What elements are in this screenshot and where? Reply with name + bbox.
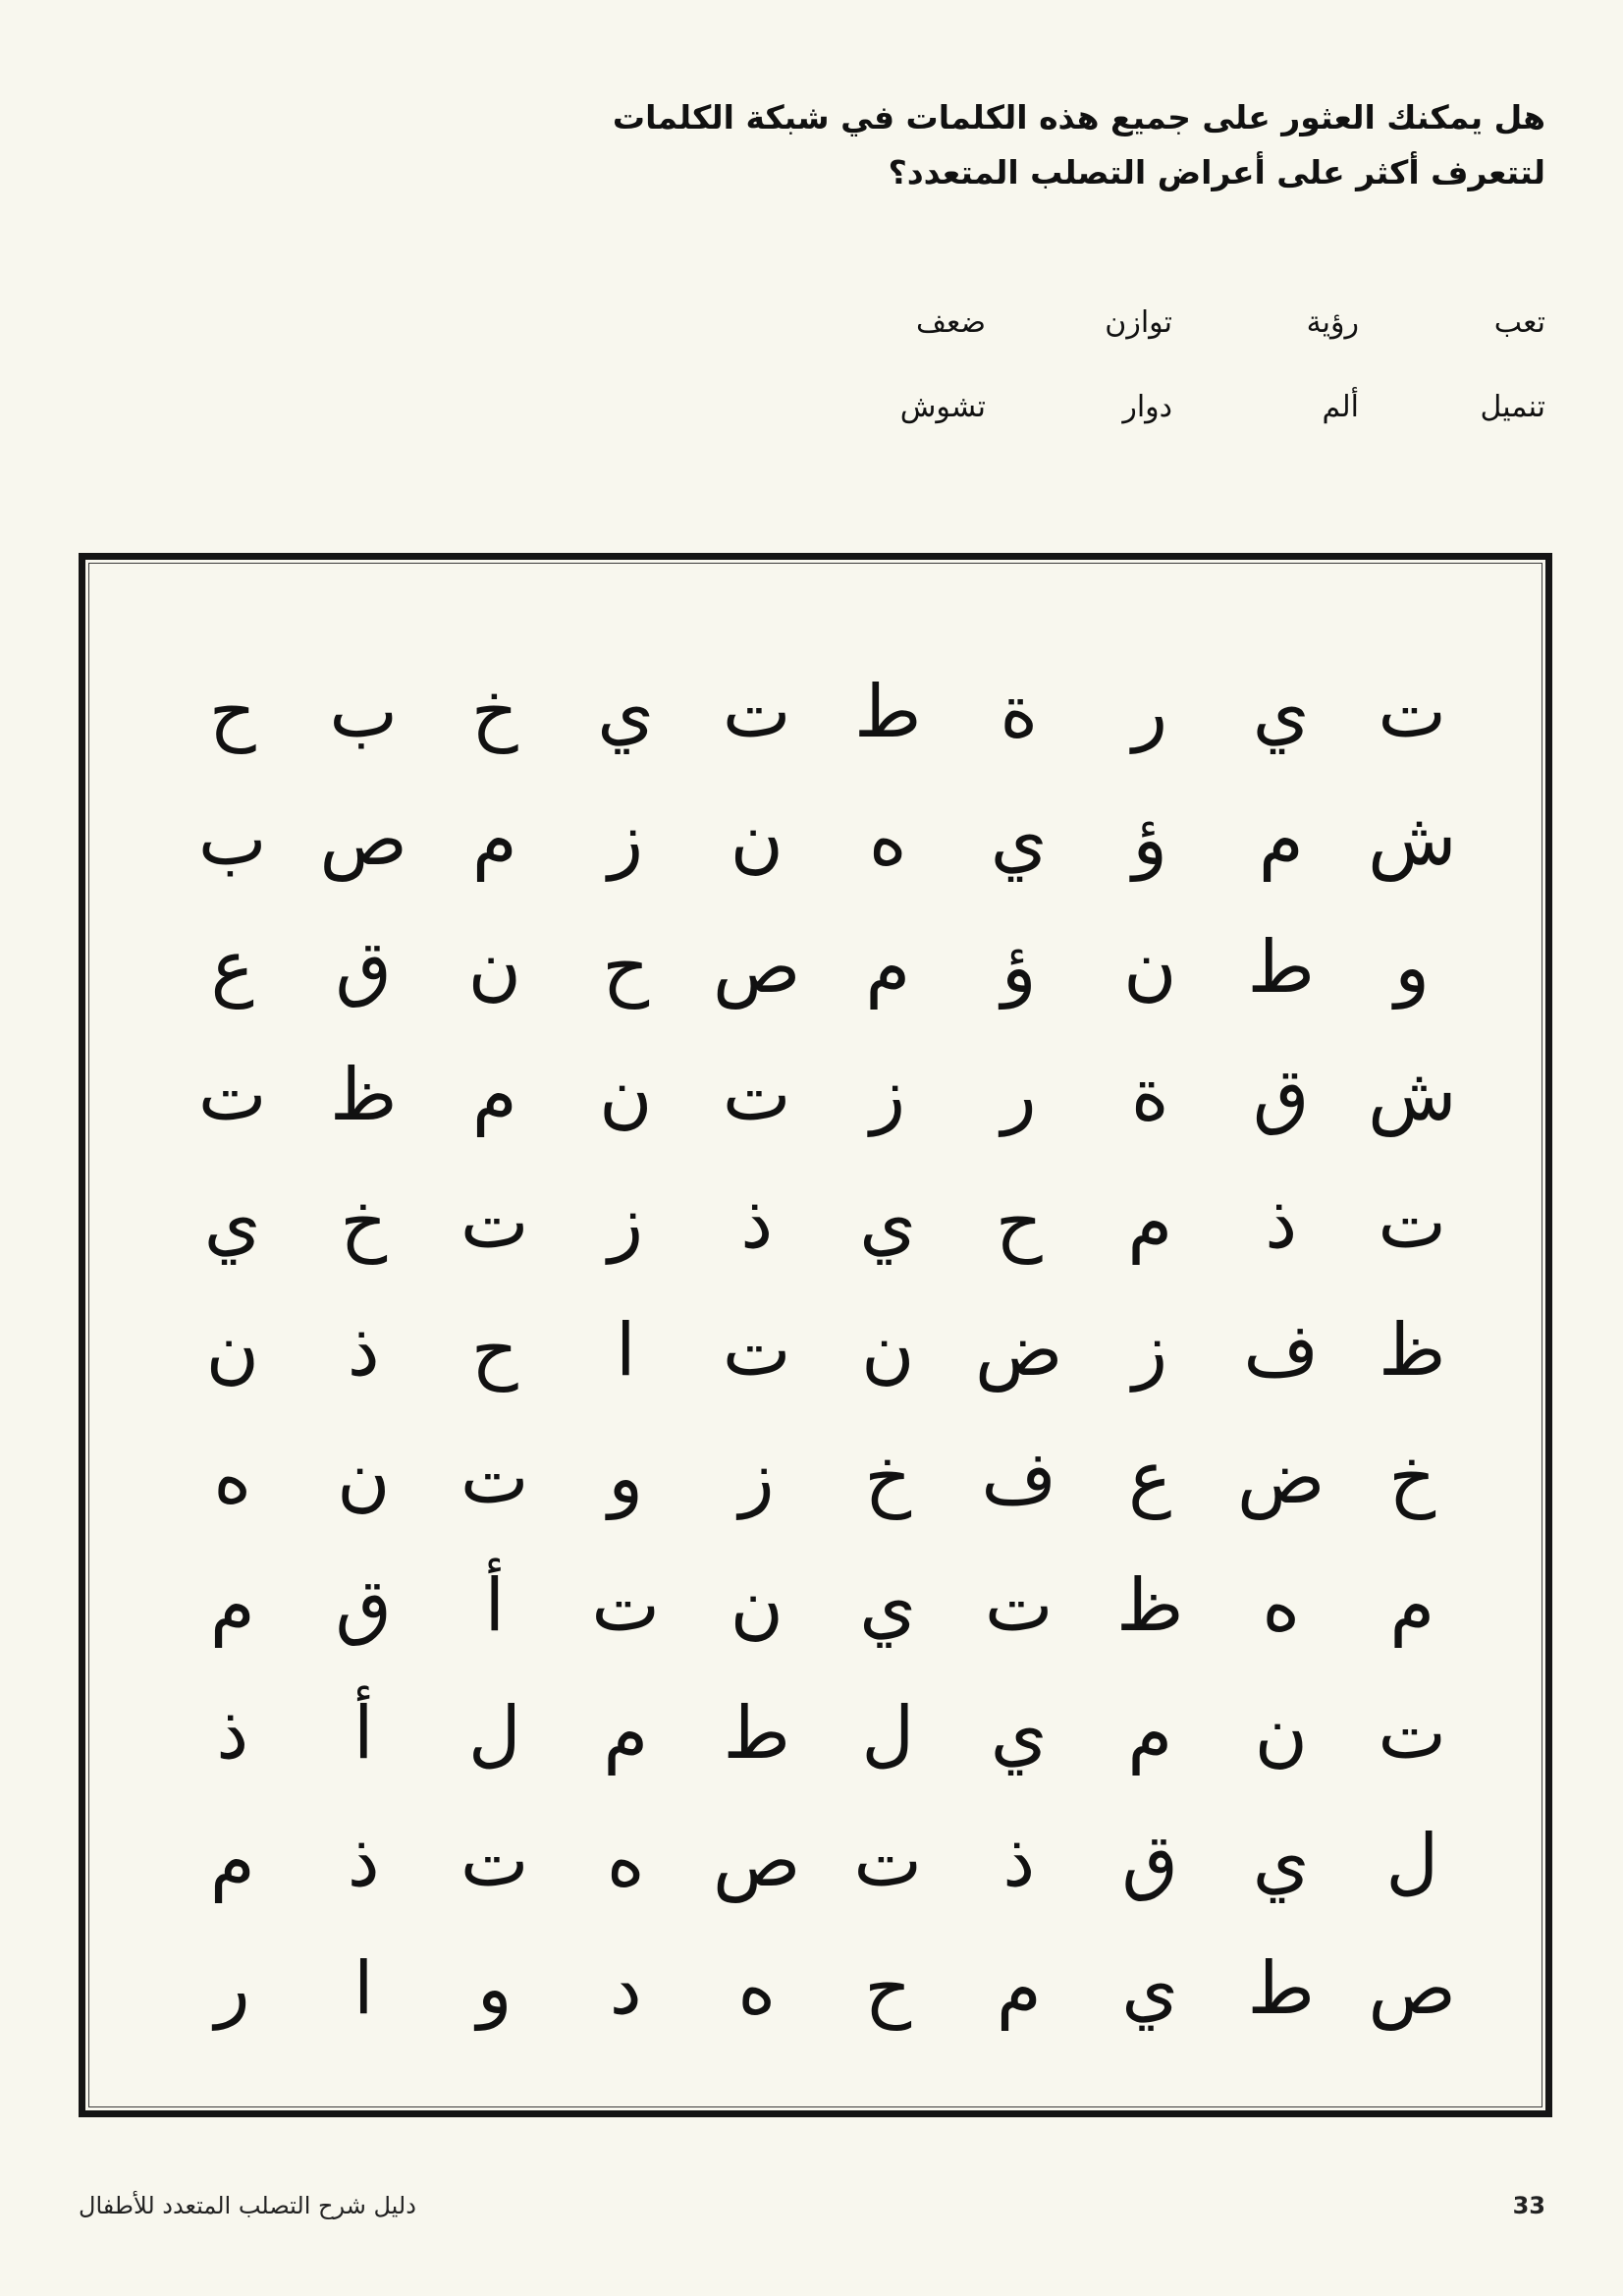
grid-letter-cell: ه	[737, 1946, 777, 2031]
grid-letter-cell: د	[609, 1946, 642, 2031]
grid-letter-cell: ت	[1378, 1691, 1447, 1776]
grid-letter-cell: أ	[484, 1563, 506, 1648]
grid-letter-cell: ذ	[1265, 1180, 1298, 1265]
word-list-row	[878, 280, 1545, 364]
grid-letter-cell: ا	[615, 1308, 636, 1393]
grid-letter-cell: ن	[467, 925, 521, 1010]
grid-letter-cell: ط	[1247, 925, 1315, 1010]
grid-letter-cell: ص	[1368, 1946, 1456, 2031]
grid-letter-cell: م	[603, 1691, 649, 1776]
grid-letter-cell: ح	[602, 925, 650, 1010]
grid-letter-cell: خ	[470, 670, 518, 754]
grid-letter-cell: ذ	[1002, 1819, 1036, 1903]
grid-letter-cell: ق	[1121, 1819, 1178, 1903]
grid-letter-cell: ت	[460, 1819, 529, 1903]
grid-letter-cell: م	[1127, 1691, 1173, 1776]
word-search-grid	[167, 648, 1478, 2052]
grid-letter-cell: ت	[197, 1053, 267, 1137]
grid-letter-cell: م	[209, 1563, 255, 1648]
grid-letter-cell: ز	[608, 1180, 644, 1265]
grid-letter-cell: ت	[984, 1563, 1054, 1648]
grid-letter-cell: ظ	[330, 1053, 398, 1137]
grid-letter-cell: ة	[1000, 670, 1039, 754]
grid-letter-cell: ذ	[216, 1691, 249, 1776]
grid-letter-cell: ذ	[740, 1180, 774, 1265]
grid-letter-cell: ت	[853, 1819, 923, 1903]
word-list-item: تشوش	[899, 389, 986, 424]
question-line-1: هل يمكنك العثور على جميع هذه الكلمات في شبكة الكلمات	[612, 98, 1545, 137]
grid-letter-cell: ل	[467, 1691, 521, 1776]
page-number: 33	[1512, 2192, 1545, 2219]
grid-letter-cell: ت	[722, 670, 791, 754]
grid-letter-cell: ت	[1378, 670, 1447, 754]
grid-letter-cell: ر	[1001, 1053, 1037, 1137]
grid-letter-cell: ي	[859, 1563, 917, 1648]
grid-letter-cell: ؤ	[1132, 797, 1168, 882]
grid-letter-cell: ر	[1132, 670, 1168, 754]
grid-letter-cell: ض	[975, 1308, 1063, 1393]
grid-letter-cell: م	[1258, 797, 1304, 882]
grid-letter-cell: ن	[337, 1436, 391, 1520]
grid-letter-cell: ت	[460, 1436, 529, 1520]
grid-letter-cell: ط	[1247, 1946, 1315, 2031]
word-list-item: تعب	[1493, 304, 1545, 340]
grid-letter-cell: ت	[722, 1053, 791, 1137]
grid-letter-cell: ب	[329, 670, 399, 754]
grid-letter-cell: ع	[1128, 1436, 1172, 1520]
question-text	[583, 90, 1545, 200]
grid-letter-cell: ت	[722, 1308, 791, 1393]
grid-letter-cell: خ	[340, 1180, 388, 1265]
grid-letter-cell: م	[471, 1053, 517, 1137]
grid-letter-cell: ت	[460, 1180, 529, 1265]
word-list-item: ألم	[1322, 389, 1359, 424]
grid-letter-cell: ذ	[347, 1819, 380, 1903]
grid-letter-cell: ق	[335, 1563, 392, 1648]
grid-letter-cell: ح	[864, 1946, 912, 2031]
grid-letter-cell: ق	[1253, 1053, 1310, 1137]
grid-letter-cell: ن	[730, 797, 784, 882]
grid-letter-cell: خ	[1388, 1436, 1436, 1520]
grid-letter-cell: ن	[861, 1308, 915, 1393]
grid-letter-cell: ل	[1385, 1819, 1439, 1903]
grid-letter-cell: و	[1394, 925, 1431, 1010]
grid-letter-cell: ي	[1252, 1819, 1310, 1903]
grid-letter-cell: ص	[713, 1819, 801, 1903]
grid-letter-cell: ن	[205, 1308, 259, 1393]
grid-letter-cell: ع	[210, 925, 254, 1010]
grid-letter-cell: ي	[859, 1180, 917, 1265]
grid-letter-cell: ي	[1252, 670, 1310, 754]
grid-letter-cell: ش	[1368, 797, 1457, 882]
grid-letter-cell: ؤ	[1001, 925, 1037, 1010]
grid-letter-cell: ه	[606, 1819, 645, 1903]
grid-letter-cell: ن	[1254, 1691, 1308, 1776]
word-list-item: دوار	[1122, 389, 1172, 424]
grid-letter-cell: ق	[335, 925, 392, 1010]
grid-letter-cell: ب	[197, 797, 267, 882]
grid-letter-cell: م	[1389, 1563, 1435, 1648]
footer-book-title: دليل شرح التصلب المتعدد للأطفال	[79, 2192, 416, 2219]
grid-letter-cell: ص	[713, 925, 801, 1010]
word-list-item: رؤية	[1306, 304, 1359, 340]
grid-letter-cell: ل	[861, 1691, 915, 1776]
grid-letter-cell: ز	[738, 1436, 775, 1520]
grid-letter-cell: ح	[995, 1180, 1043, 1265]
grid-letter-cell: م	[1127, 1180, 1173, 1265]
word-list-row	[878, 364, 1545, 449]
word-list-item: توازن	[1105, 304, 1172, 340]
grid-letter-cell: ن	[1123, 925, 1177, 1010]
grid-letter-cell: م	[471, 797, 517, 882]
grid-letter-cell: و	[476, 1946, 513, 2031]
grid-letter-cell: ي	[1121, 1946, 1179, 2031]
grid-letter-cell: ه	[1262, 1563, 1301, 1648]
grid-letter-cell: ا	[352, 1946, 374, 2031]
grid-letter-cell: ظ	[1379, 1308, 1446, 1393]
grid-letter-cell: م	[865, 925, 911, 1010]
grid-letter-cell: ي	[990, 1691, 1048, 1776]
grid-letter-cell: ي	[990, 797, 1048, 882]
grid-letter-cell: ح	[208, 670, 256, 754]
grid-letter-cell: ش	[1368, 1053, 1457, 1137]
grid-letter-cell: ة	[1130, 1053, 1169, 1137]
grid-letter-cell: ت	[1378, 1180, 1447, 1265]
grid-letter-cell: ح	[470, 1308, 518, 1393]
grid-letter-cell: ن	[599, 1053, 653, 1137]
grid-letter-cell: ط	[723, 1691, 790, 1776]
grid-letter-cell: و	[608, 1436, 644, 1520]
grid-letter-cell: ي	[597, 670, 655, 754]
grid-letter-cell: ز	[870, 1053, 906, 1137]
grid-letter-cell: ط	[854, 670, 922, 754]
grid-letter-cell: ظ	[1116, 1563, 1184, 1648]
grid-letter-cell: ف	[981, 1436, 1057, 1520]
grid-letter-cell: ر	[214, 1946, 250, 2031]
word-list-item: تنميل	[1480, 389, 1545, 424]
grid-letter-cell: ت	[591, 1563, 661, 1648]
word-list-item: ضعف	[915, 304, 986, 340]
grid-letter-cell: ف	[1243, 1308, 1320, 1393]
grid-letter-cell: أ	[352, 1691, 374, 1776]
grid-letter-cell: خ	[864, 1436, 912, 1520]
grid-letter-cell: م	[209, 1819, 255, 1903]
question-line-2: لتتعرف أكثر على أعراض التصلب المتعدد؟	[888, 153, 1545, 191]
grid-letter-cell: ذ	[347, 1308, 380, 1393]
grid-letter-cell: م	[996, 1946, 1042, 2031]
grid-letter-cell: ي	[203, 1180, 261, 1265]
grid-letter-cell: ز	[1132, 1308, 1168, 1393]
grid-letter-cell: ن	[730, 1563, 784, 1648]
grid-letter-cell: ز	[608, 797, 644, 882]
word-list	[878, 280, 1545, 449]
grid-letter-cell: ض	[1237, 1436, 1325, 1520]
grid-letter-cell: ه	[868, 797, 907, 882]
grid-letter-cell: ه	[213, 1436, 252, 1520]
grid-letter-cell: ص	[319, 797, 407, 882]
